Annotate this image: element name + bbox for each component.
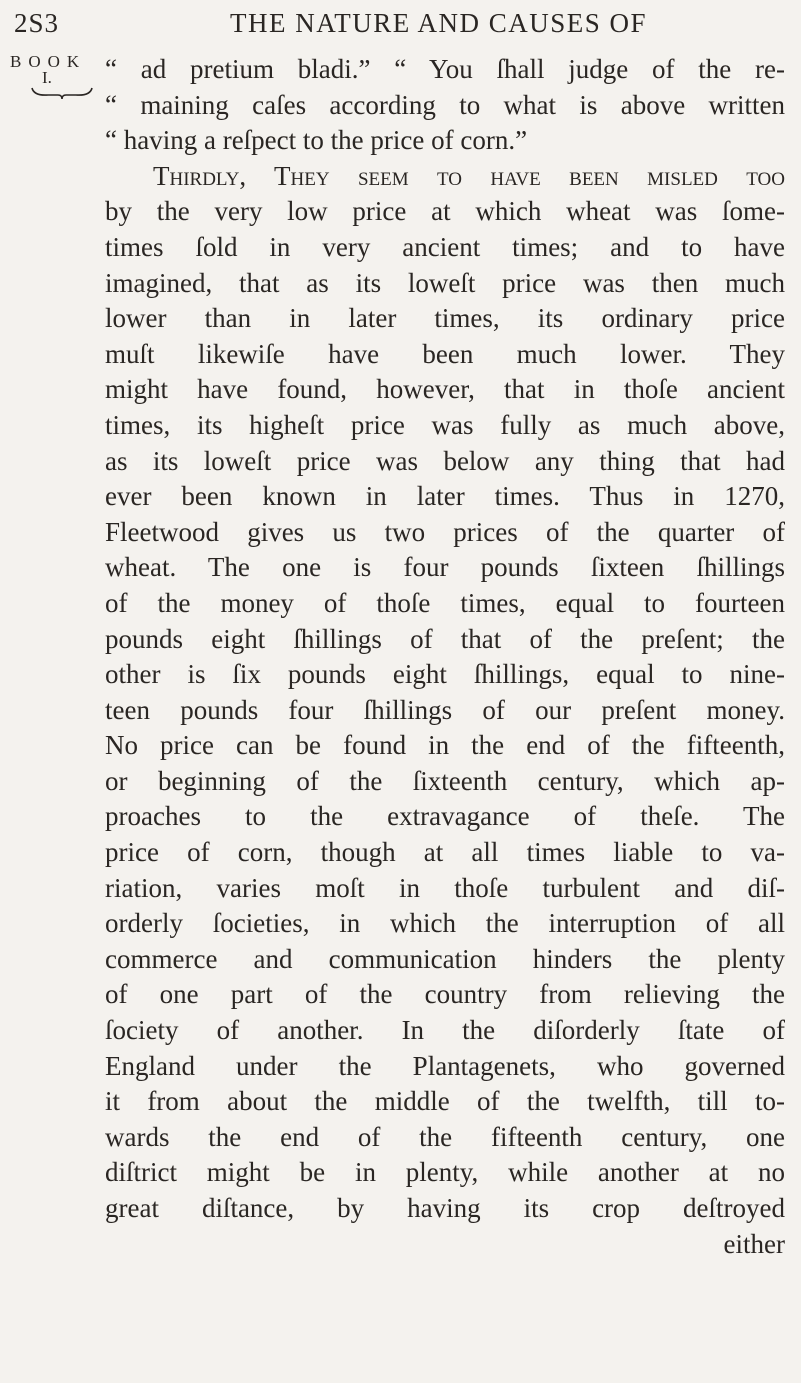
text-line: commerce and communication hinders the plenty xyxy=(105,943,785,974)
catchword: either xyxy=(723,1228,785,1259)
text-line: “ having a reſpect to the price of corn.” xyxy=(105,125,528,156)
margin-book-number: I. xyxy=(42,68,52,87)
text-line: imagined, that as its loweſt price was then much xyxy=(105,267,785,298)
text-line: lower than in later times, its ordinary price xyxy=(105,303,785,334)
text-line: “ maining caſes according to what is above written xyxy=(105,89,785,120)
body-text xyxy=(105,52,785,1262)
text-line: or beginning of the ſixteenth century, which ap- xyxy=(105,765,785,796)
text-line: price of corn, though at all times liable to va- xyxy=(105,837,785,868)
text-line: No price can be found in the end of the fifteenth, xyxy=(105,730,785,761)
text-line: England under the Plantagenets, who governed xyxy=(105,1050,785,1081)
running-head xyxy=(0,8,801,48)
text-line: Thirdly, They ſeem to have been miſled too xyxy=(153,160,785,191)
text-line: pounds eight ſhillings of that of the preſent; the xyxy=(105,623,785,654)
text-line: by the very low price at which wheat was ſome- xyxy=(105,196,785,227)
text-line: times ſold in very ancient times; and to have xyxy=(105,231,785,262)
text-line: Fleetwood gives us two prices of the quarter of xyxy=(105,516,785,547)
text-line: riation, varies moſt in thoſe turbulent and diſ- xyxy=(105,872,785,903)
text-line: muſt likewiſe have been much lower. They xyxy=(105,338,785,369)
text-line: of the money of thoſe times, equal to fourteen xyxy=(105,587,785,618)
text-line: might have found, however, that in thoſe ancient xyxy=(105,374,785,405)
text-line: as its loweſt price was below any thing that had xyxy=(105,445,785,476)
text-line: times, its higheſt price was fully as much above, xyxy=(105,409,785,440)
text-line: diſtrict might be in plenty, while another at no xyxy=(105,1157,785,1188)
text-line: of one part of the country from relieving the xyxy=(105,979,785,1010)
text-line: teen pounds four ſhillings of our preſent money. xyxy=(105,694,785,725)
text-line: proaches to the extravagance of theſe. The xyxy=(105,801,785,832)
page-number: 2S3 xyxy=(14,8,60,38)
running-title: THE NATURE AND CAUSES OF xyxy=(230,8,648,38)
text-line: ſociety of another. In the diſorderly ſtate of xyxy=(105,1015,785,1046)
text-line: other is ſix pounds eight ſhillings, equal to nine- xyxy=(105,659,785,690)
text-line: it from about the middle of the twelfth, till to- xyxy=(105,1086,785,1117)
text-line: orderly ſocieties, in which the interruption of all xyxy=(105,908,785,939)
text-line: “ ad pretium bladi.” “ You ſhall judge of the re- xyxy=(105,54,785,84)
margin-brace-icon xyxy=(30,86,94,100)
text-line: ever been known in later times. Thus in 1270, xyxy=(105,481,785,512)
text-line: wheat. The one is four pounds ſixteen ſhillings xyxy=(105,552,785,583)
text-line: great diſtance, by having its crop deſtroyed xyxy=(105,1193,785,1223)
text-line: wards the end of the fifteenth century, one xyxy=(105,1121,785,1152)
margin-book-label: BOOK xyxy=(10,52,87,71)
